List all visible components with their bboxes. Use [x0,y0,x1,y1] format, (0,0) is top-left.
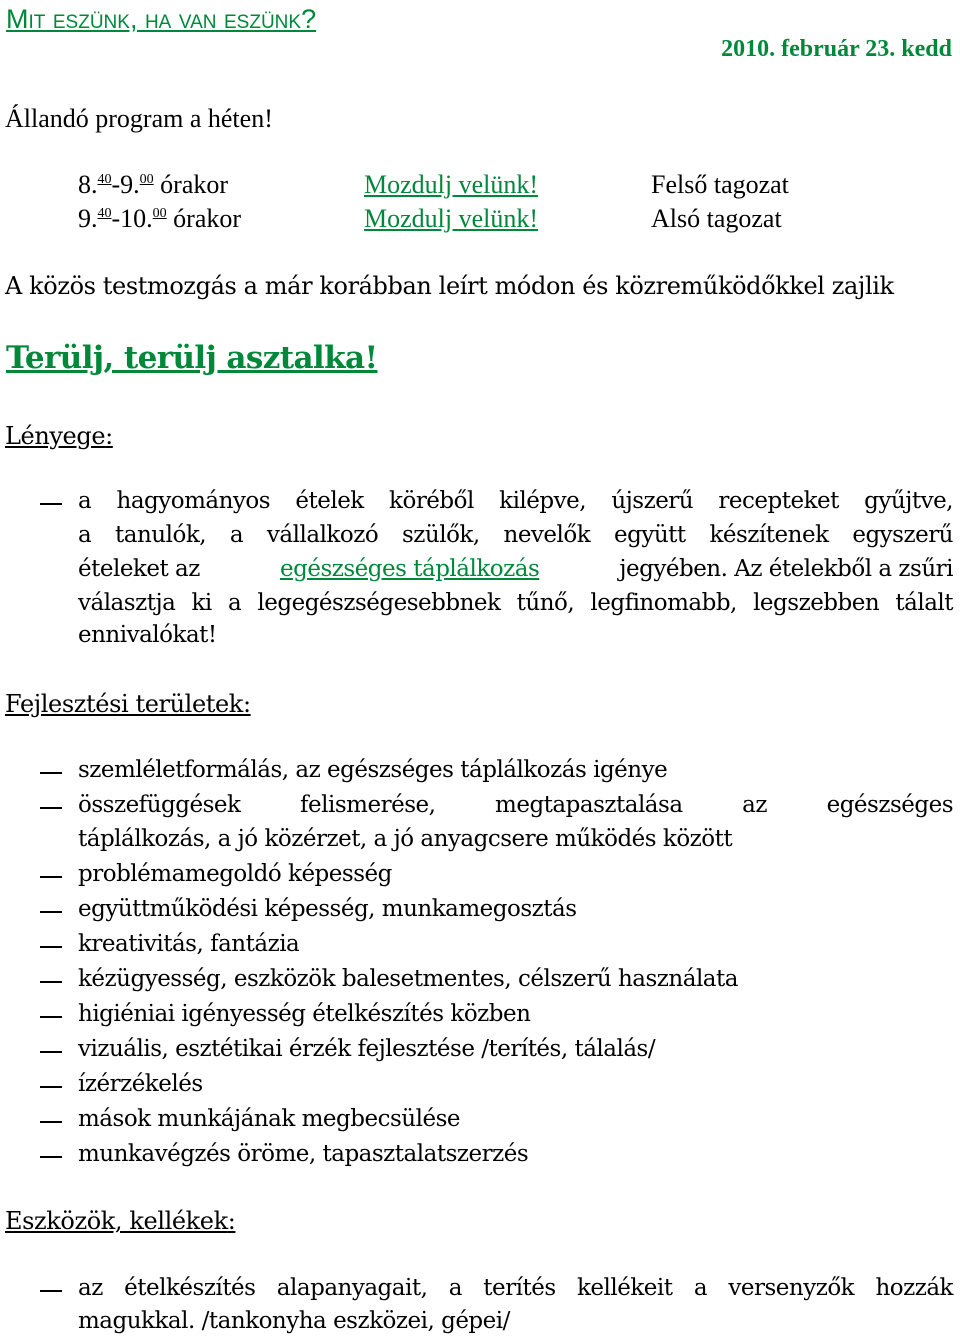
essence-heading: Lényege: [5,422,113,450]
list-item: problémamegoldó képesség [78,861,392,887]
schedule-time: 9. [78,204,98,233]
list-item: az ételkészítés alapanyagait, a terítés kellékeit a versenyzők hozzák [78,1275,953,1301]
list-item-continuation: táplálkozás, a jó közérzet, a jó anyagcsere működés között [78,826,733,852]
schedule-group: Alsó tagozat [651,204,782,233]
tools-heading: Eszközök, kellékek: [5,1207,236,1235]
schedule-time: -10. [111,204,153,233]
schedule-time-minutes: 00 [152,206,167,221]
dash-bullet [40,503,62,505]
program-title: Terülj, terülj asztalka! [6,340,378,376]
page-title: Mit eszünk, ha van eszünk? [6,4,317,34]
development-heading: Fejlesztési területek: [5,690,251,718]
healthy-eating-link[interactable]: egészséges táplálkozás [280,556,540,582]
schedule-time-minutes: 00 [139,172,154,187]
list-item: vizuális, esztétikai érzék fejlesztése /terítés, tálalás/ [78,1036,656,1062]
schedule-row [78,170,228,200]
dash-bullet [40,772,62,774]
schedule-suffix: órakor [153,170,229,199]
dash-bullet [40,876,62,878]
list-item: összefüggések felismerése, megtapasztalása az egészséges [78,792,953,818]
essence-heading-text: Lényege [5,422,106,450]
essence-text: ételeket az [78,556,200,582]
essence-line: választja ki a legegészségesebbnek tűnő, legfinomabb, legszebben tálalt [78,590,953,616]
dash-bullet [40,981,62,983]
activity-link[interactable]: Mozdulj velünk! [364,204,539,233]
schedule-time-minutes: 40 [97,172,112,187]
essence-line [78,556,953,582]
essence-line: a hagyományos ételek köréből kilépve, újszerű recepteket gyűjtve, [78,488,953,514]
dash-bullet [40,807,62,809]
essence-line: a tanulók, a vállalkozó szülők, nevelők együtt készítenek egyszerű [78,522,953,548]
dash-bullet [40,1290,62,1292]
dash-bullet [40,1016,62,1018]
development-heading-text: Fejlesztési területek [5,690,243,718]
weekly-program-label: Állandó program a héten! [5,104,273,133]
list-item: szemléletformálás, az egészséges táplálkozás igénye [78,757,668,783]
dash-bullet [40,1051,62,1053]
activity-link[interactable]: Mozdulj velünk! [364,170,539,199]
list-item: higiéniai igényesség ételkészítés közben [78,1001,531,1027]
schedule-suffix: órakor [166,204,242,233]
dash-bullet [40,1086,62,1088]
list-item-continuation: magukkal. /tankonyha eszközei, gépei/ [78,1308,510,1334]
list-item: munkavégzés öröme, tapasztalatszerzés [78,1141,529,1167]
dash-bullet [40,911,62,913]
list-item: kézügyesség, eszközök balesetmentes, célszerű használata [78,966,738,992]
essence-text: jegyében. Az ételekből a zsűri [619,556,953,582]
list-item: mások munkájának megbecsülése [78,1106,460,1132]
schedule-time: 8. [78,170,98,199]
common-exercise-note: A közös testmozgás a már korábban leírt módon és közreműködőkkel zajlik [5,272,894,300]
dash-bullet [40,1121,62,1123]
dash-bullet [40,1156,62,1158]
date-label: 2010. február 23. kedd [721,36,952,62]
tools-heading-text: Eszközök, kellékek [5,1207,228,1235]
list-item: kreativitás, fantázia [78,931,300,957]
list-item: ízérzékelés [78,1071,203,1097]
dash-bullet [40,946,62,948]
essence-line: ennivalókat! [78,622,217,648]
schedule-time: -9. [111,170,140,199]
schedule-time-minutes: 40 [97,206,112,221]
list-item: együttműködési képesség, munkamegosztás [78,896,577,922]
schedule-group: Felső tagozat [651,170,789,199]
schedule-row [78,204,241,234]
